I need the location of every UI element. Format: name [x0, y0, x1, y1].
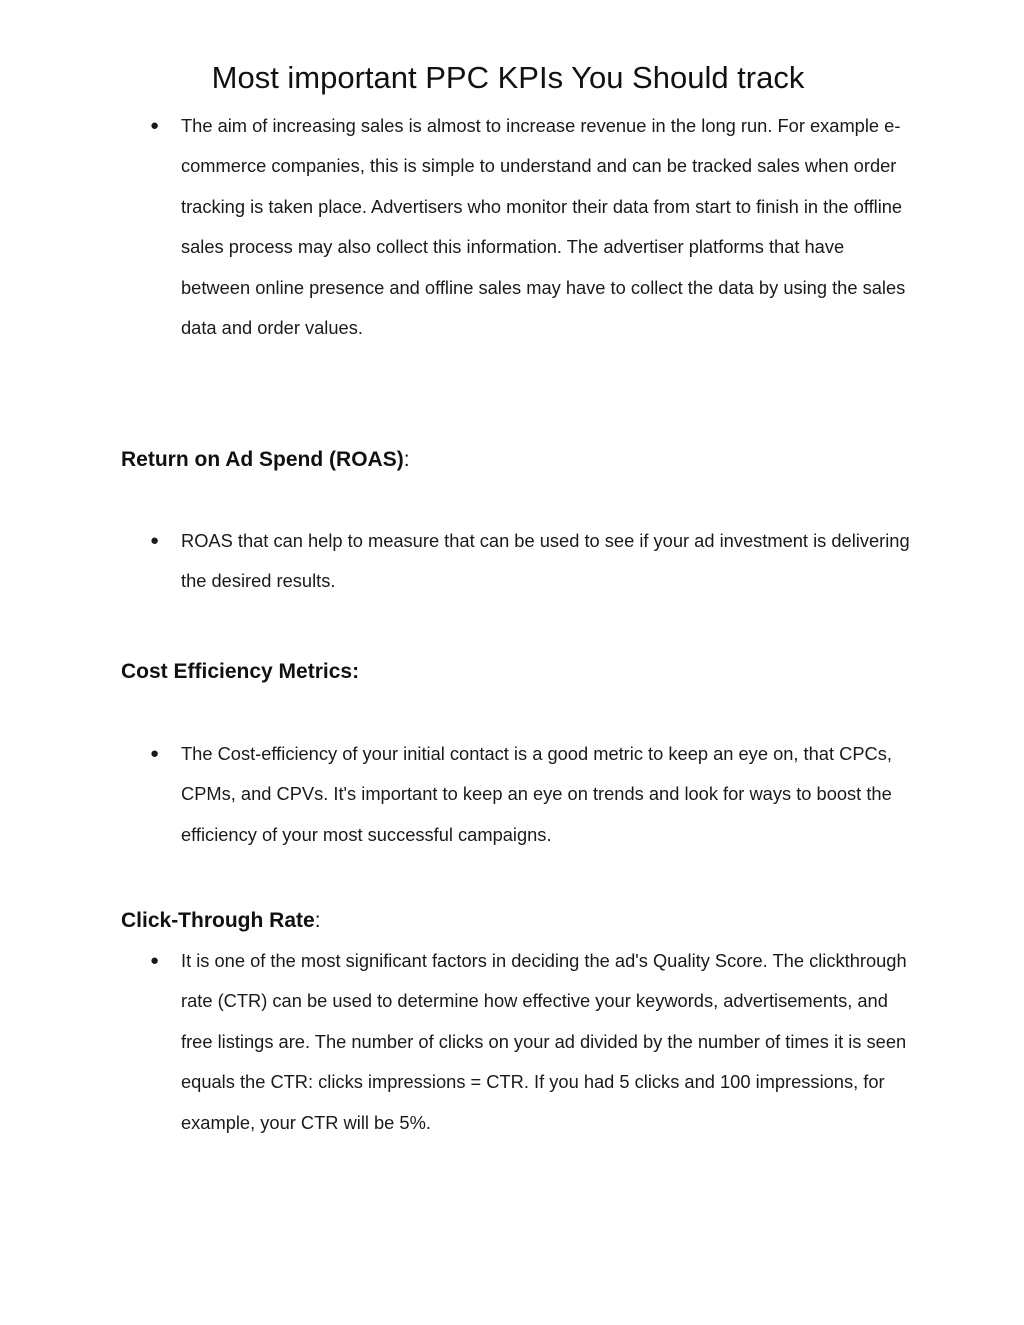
- bullet-icon: ●: [150, 952, 160, 969]
- section-heading-ctr-text: Click-Through Rate: [121, 909, 315, 932]
- ctr-bullet-item: [150, 941, 911, 1143]
- bullet-icon: ●: [150, 117, 160, 134]
- section-heading-cost-efficiency: [121, 657, 359, 687]
- cost-efficiency-bullet-text: The Cost-efficiency of your initial contact is a good metric to keep an eye on, that CPCs, CPMs, and CPVs. It's important to keep an eye on trends and look for ways to boost the efficiency of your most successful campaigns.: [181, 743, 892, 845]
- intro-bullet-item: [150, 106, 911, 348]
- bullet-icon: ●: [150, 745, 160, 762]
- roas-bullet-item: [150, 521, 911, 602]
- bullet-icon: ●: [150, 532, 160, 549]
- section-heading-roas-suffix: :: [403, 448, 410, 471]
- document-title: Most important PPC KPIs You Should track: [211, 60, 805, 95]
- section-heading-roas: [121, 445, 410, 475]
- section-heading-ctr-suffix: :: [314, 909, 321, 932]
- intro-bullet-text: The aim of increasing sales is almost to increase revenue in the long run. For example e-commerce companies, this is simple to understand and can be tracked sales when order tracking is taken place. Advertisers who monitor their data from start to finish in the offline sales process may also collect this information. The advertiser platforms that have between online presence and offline sales may have to collect the data by using the sales data and order values.: [181, 115, 906, 339]
- section-heading-roas-text: Return on Ad Spend (ROAS): [121, 448, 404, 471]
- ctr-bullet-text: It is one of the most significant factors in deciding the ad's Quality Score. The clickthrough rate (CTR) can be used to determine how effective your keywords, advertisements, and free listings are. The number of clicks on your ad divided by the number of times it is seen equals the CTR: clicks impressions = CTR. If you had 5 clicks and 100 impressions, for example, your CTR will be 5%.: [181, 950, 907, 1133]
- roas-bullet-text: ROAS that can help to measure that can be used to see if your ad investment is delivering the desired results.: [181, 530, 910, 592]
- section-heading-ctr: [121, 906, 321, 936]
- section-heading-cost-efficiency-text: Cost Efficiency Metrics:: [121, 660, 360, 683]
- cost-efficiency-bullet-item: [150, 734, 911, 855]
